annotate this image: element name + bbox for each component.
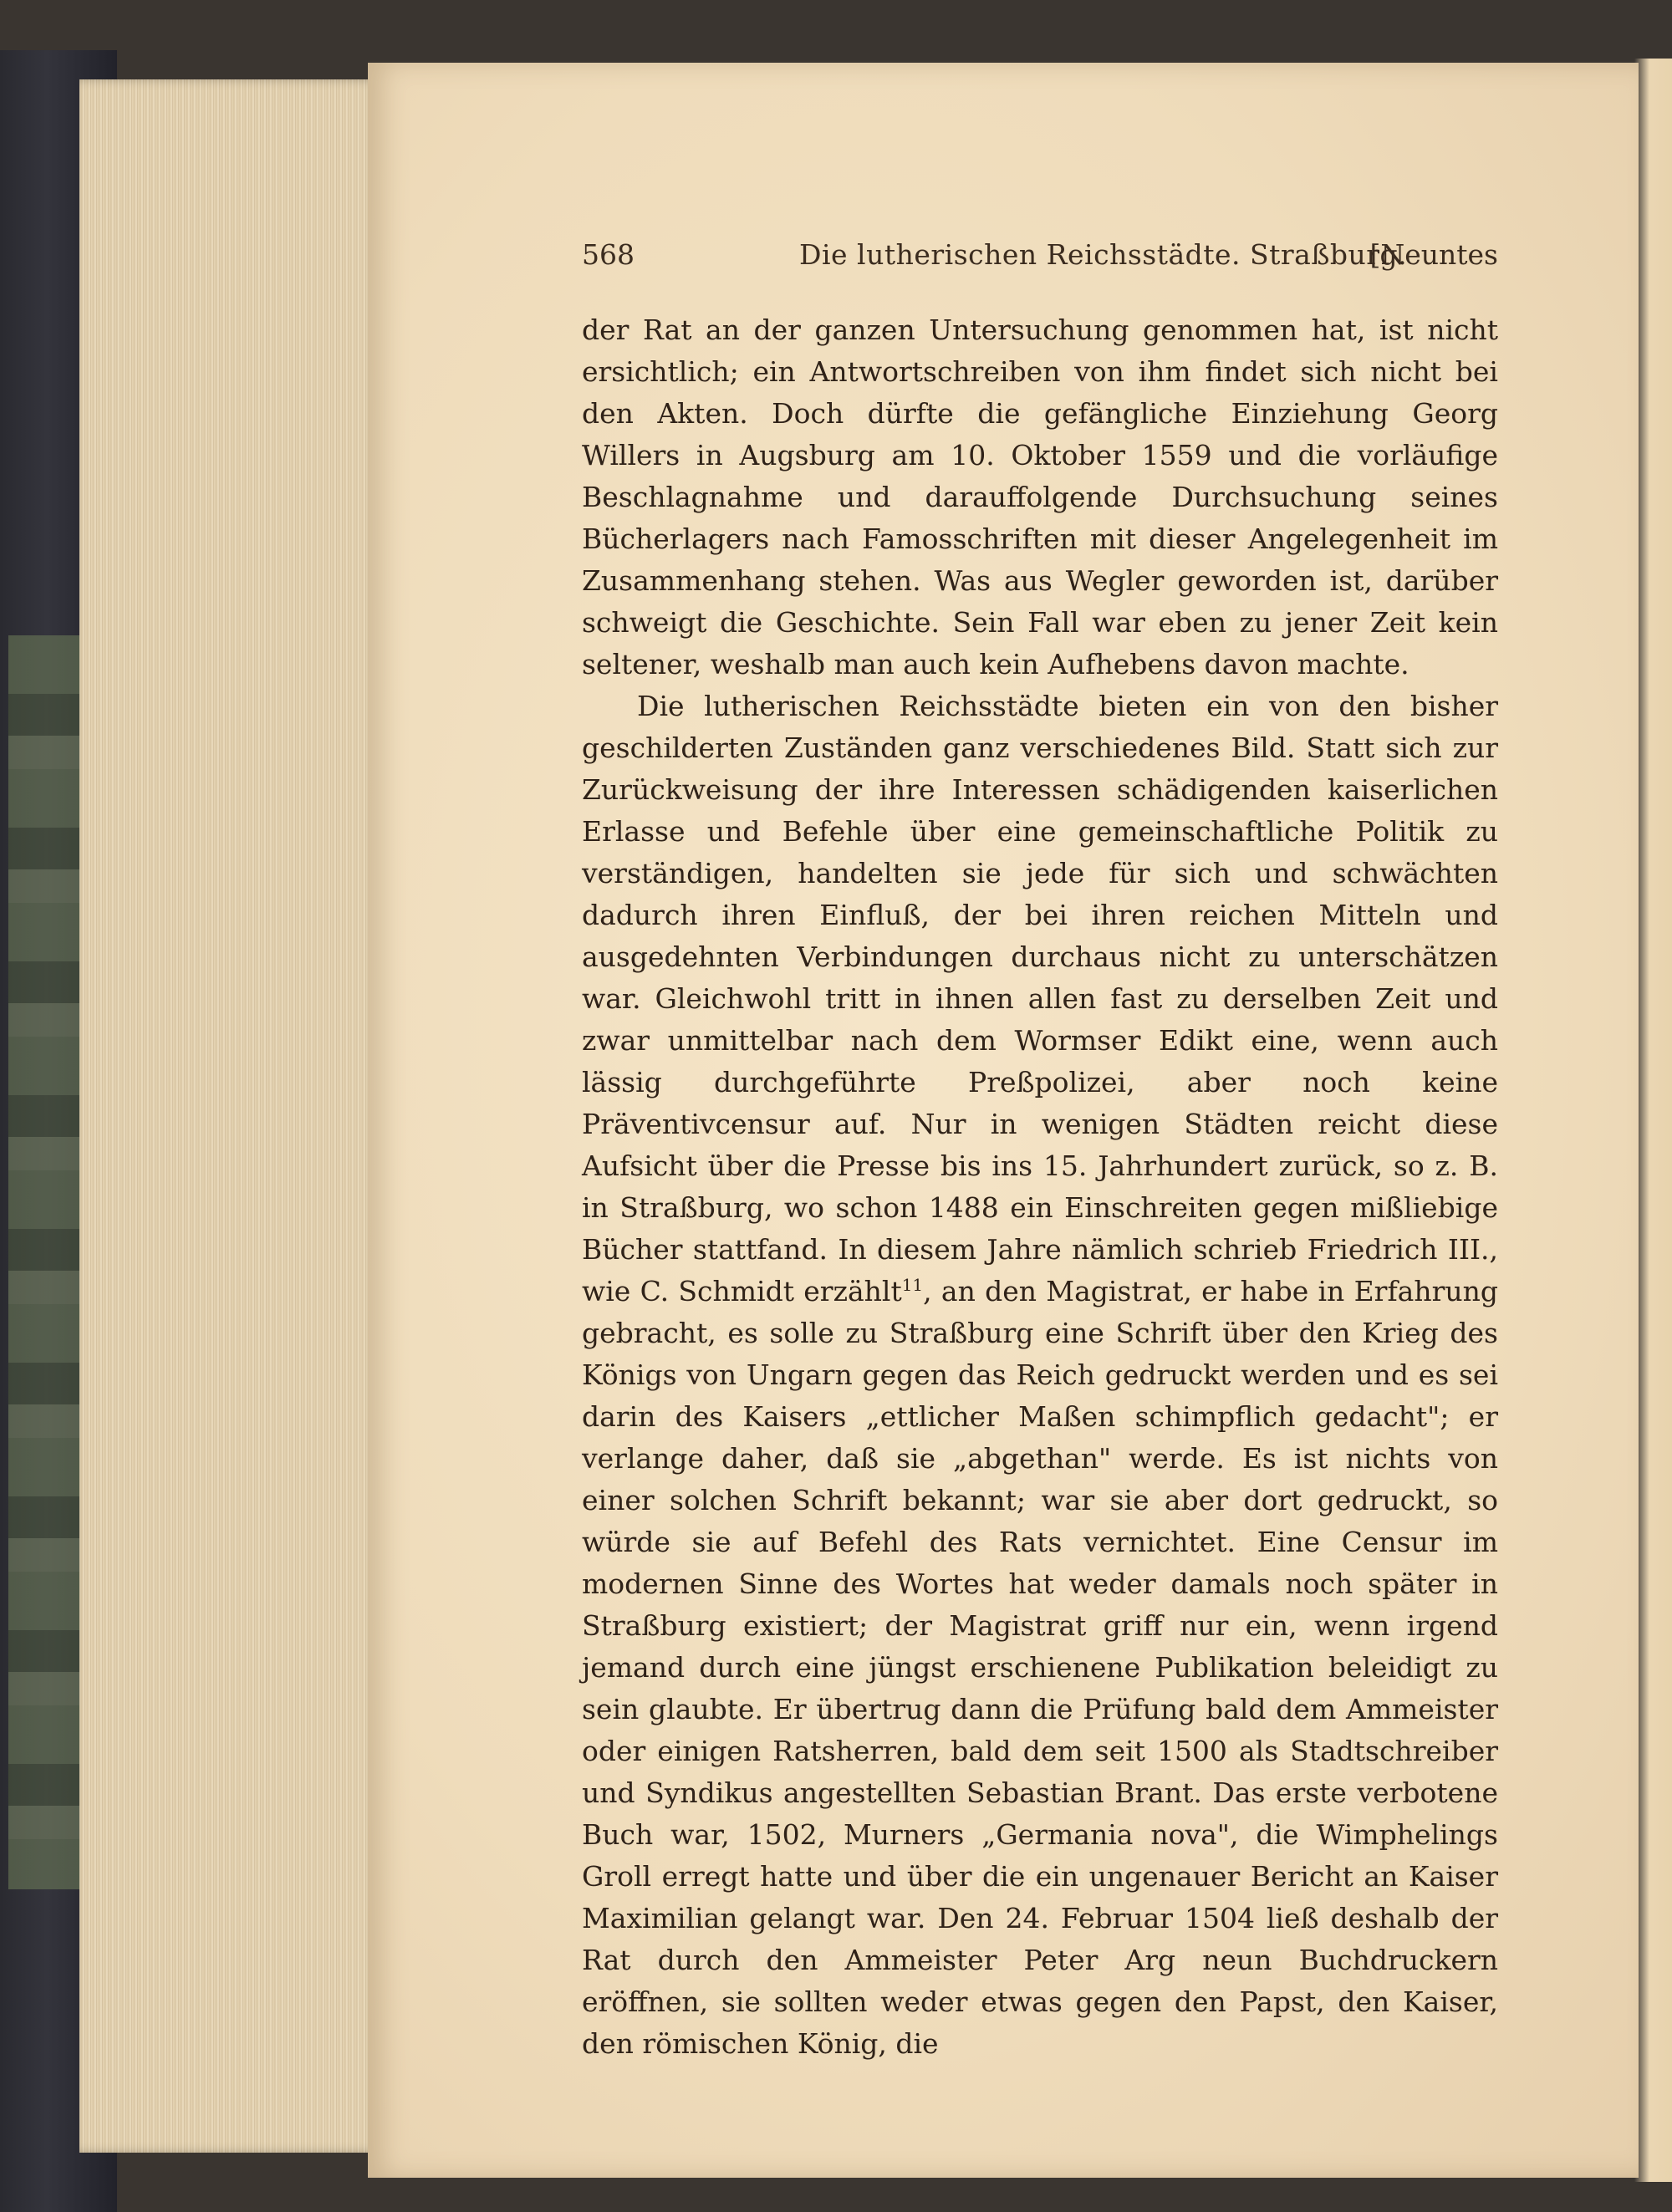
body-text <box>582 309 1498 2065</box>
section-marker: [Neuntes <box>1369 238 1498 271</box>
paragraph-1: der Rat an der ganzen Untersuchung genommen hat, ist nicht ersichtlich; ein Antwortschreiben von ihm findet sich nicht bei den Akten. Doch dürfte die gefängliche Einziehung Georg Willers in Augsburg am 10. Oktober 1559 und die vorläufige Beschlagnahme und darauffolgende Durchsuchung seines Bücherlagers nach Famosschriften mit dieser Angelegenheit im Zusammenhang stehen. Was aus Wegler geworden ist, darüber schweigt die Geschichte. Sein Fall war eben zu jener Zeit kein seltener, weshalb man auch kein Aufhebens davon machte. <box>582 313 1498 680</box>
paragraph-2 <box>582 686 1498 2065</box>
page-header <box>582 238 1498 280</box>
running-title: Die lutherischen Reichsstädte. Straßburg. <box>799 238 1408 271</box>
footnote-marker: 11 <box>901 1275 924 1295</box>
page-number: 568 <box>582 238 635 271</box>
paragraph-2-part-2: , an den Magistrat, er habe in Erfahrung gebracht, es solle zu Straßburg eine Schrift über den Krieg des Königs von Ungarn gegen das Reich gedruckt werden und es sei darin des Kaisers „ettlicher Maßen schimpflich gedacht"; er verlange daher, daß sie „abgethan" werde. Es ist nichts von einer solchen Schrift bekannt; war sie aber dort gedruckt, so würde sie auf Befehl des Rats vernichtet. Eine Censur im modernen Sinne des Wortes hat weder damals noch später in Straßburg existiert; der Magistrat griff nur ein, wenn irgend jemand durch eine jüngst erschienene Publikation beleidigt zu sein glaubte. Er übertrug dann die Prüfung bald dem Ammeister oder einigen Ratsherren, bald dem seit 1500 als Stadtschreiber und Syndikus angestellten Sebastian Brant. Das erste verbotene Buch war, 1502, Murners „Germania nova", die Wimphelings Groll erregt hatte und über die ein ungenauer Bericht an Kaiser Maximilian gelangt war. Den 24. Februar 1504 ließ deshalb der Rat durch den Ammeister Peter Arg neun Buchdruckern eröffnen, sie sollten weder etwas gegen den Papst, den Kaiser, den römischen König, die <box>582 1275 1498 2060</box>
next-page-edge <box>1634 59 1672 2182</box>
paragraph-2-part-1: Die lutherischen Reichsstädte bieten ein von den bisher geschilderten Zuständen ganz verschiedenes Bild. Statt sich zur Zurückweisung der ihre Interessen schädigenden kaiserlichen Erlasse und Befehle über eine gemeinschaftliche Politik zu verständigen, handelten sie jede für sich und schwächten dadurch ihren Einfluß, der bei ihren reichen Mitteln und ausgedehnten Verbindungen durchaus nicht zu unterschätzen war. Gleichwohl tritt in ihnen allen fast zu derselben Zeit und zwar unmittelbar nach dem Wormser Edikt eine, wenn auch lässig durchgeführte Preßpolizei, aber noch keine Präventivcensur auf. Nur in wenigen Städten reicht diese Aufsicht über die Presse bis ins 15. Jahrhundert zurück, so z. B. in Straßburg, wo schon 1488 ein Einschreiten gegen mißliebige Bücher stattfand. In diesem Jahre nämlich schrieb Friedrich III., wie C. Schmidt erzählt <box>582 690 1498 1307</box>
page-edges <box>79 79 380 2153</box>
